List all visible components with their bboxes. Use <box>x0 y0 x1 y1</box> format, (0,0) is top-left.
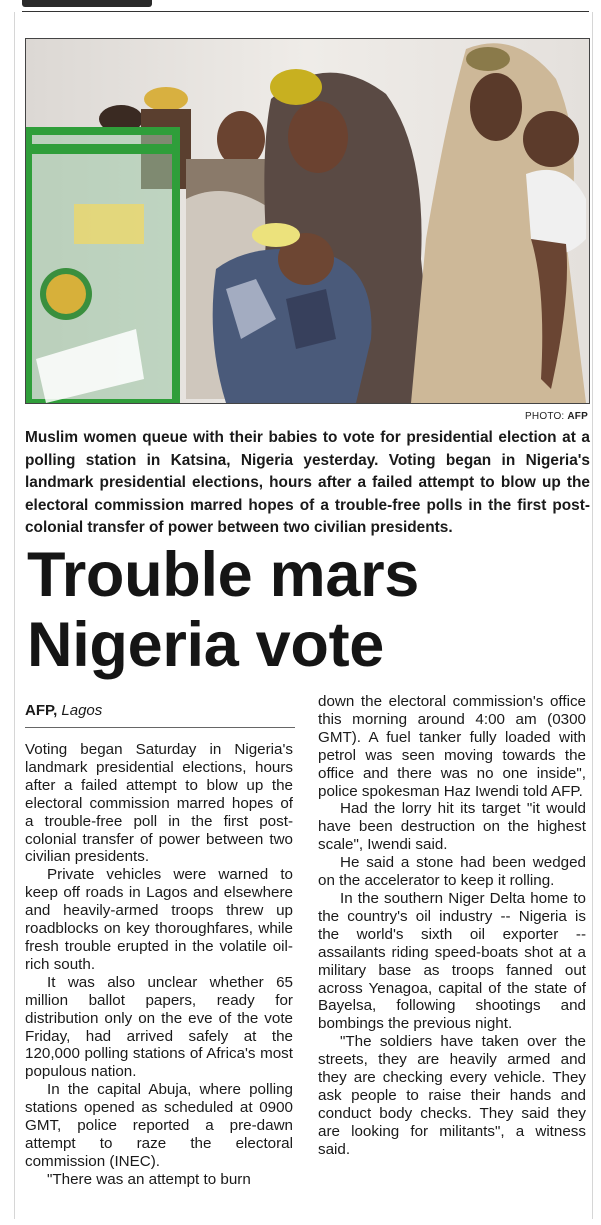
byline-rule <box>25 727 295 728</box>
right-column-rule <box>592 12 593 1219</box>
paragraph: down the electoral commission's office this morning around 4:00 am (0300 GMT). A fuel tanker fully loaded with petrol was seen moving towards the office and there was no one inside", police spokesman Haz Iwendi told AFP. <box>318 693 586 800</box>
left-column-rule <box>14 12 15 1219</box>
byline-source: AFP, <box>25 702 58 719</box>
paragraph: Had the lorry hit its target "it would have been destruction on the highest scale", Iwendi said. <box>318 800 586 854</box>
photo-credit <box>525 411 588 422</box>
headline <box>27 540 587 680</box>
article-column-2 <box>318 693 586 1159</box>
paragraph: Voting began Saturday in Nigeria's landmark presidential elections, hours after a failed attempt to blow up the electoral commission marred hopes of a trouble-free poll in the first post-colonial transfer of power between two civilian presidents. <box>25 741 293 866</box>
paragraph: "There was an attempt to burn <box>47 1170 251 1188</box>
headline-line-2: Nigeria vote <box>27 610 385 680</box>
photo-credit-source: AFP <box>567 411 588 422</box>
section-header-rule <box>22 11 589 12</box>
paragraph: It was also unclear whether 65 million ballot papers, ready for distribution only on the eve of the vote Friday, had arrived safely at the 120,000 polling stations of Africa's most populous nation. <box>25 973 293 1081</box>
news-photo <box>25 38 590 404</box>
section-header-fragment <box>22 0 152 7</box>
paragraph: He said a stone had been wedged on the accelerator to keep it rolling. <box>318 854 586 890</box>
paragraph: Private vehicles were warned to keep off roads in Lagos and elsewhere and heavily-armed troops threw up roadblocks on key thoroughfares, while fresh trouble erupted in the volatile oil-rich south. <box>25 866 293 973</box>
photo-credit-prefix: PHOTO: <box>525 411 565 422</box>
byline-place: Lagos <box>61 702 103 719</box>
paragraph: In the southern Niger Delta home to the country's oil industry -- Nigeria is the world's sixth oil exporter -- assailants riding speed-boats shot at a military base as troops fanned out across Yenagoa, capital of the state of Bayelsa, following shootings and bombings the previous night. <box>318 889 586 1033</box>
headline-line-1: Trouble mars <box>27 540 420 610</box>
paragraph: In the capital Abuja, where polling stations opened as scheduled at 0900 GMT, police reported a pre-dawn attempt to raze the electoral commission (INEC). <box>25 1081 293 1170</box>
paragraph: "The soldiers have taken over the streets, they are heavily armed and they are checking every vehicle. They ask people to raise their hands and conduct body checks. They said they are looking for militants", a witness said. <box>318 1033 586 1158</box>
byline <box>25 702 102 719</box>
photo-caption: Muslim women queue with their babies to vote for presidential election at a polling station in Katsina, Nigeria yesterday. Voting began in Nigeria's landmark presidential elections, hours after a failed attempt to blow up the electoral commission marred hopes of a trouble-free polls in the first post-colonial transfer of power between two civilian presidents. <box>25 429 590 536</box>
article-column-1 <box>25 741 293 1189</box>
